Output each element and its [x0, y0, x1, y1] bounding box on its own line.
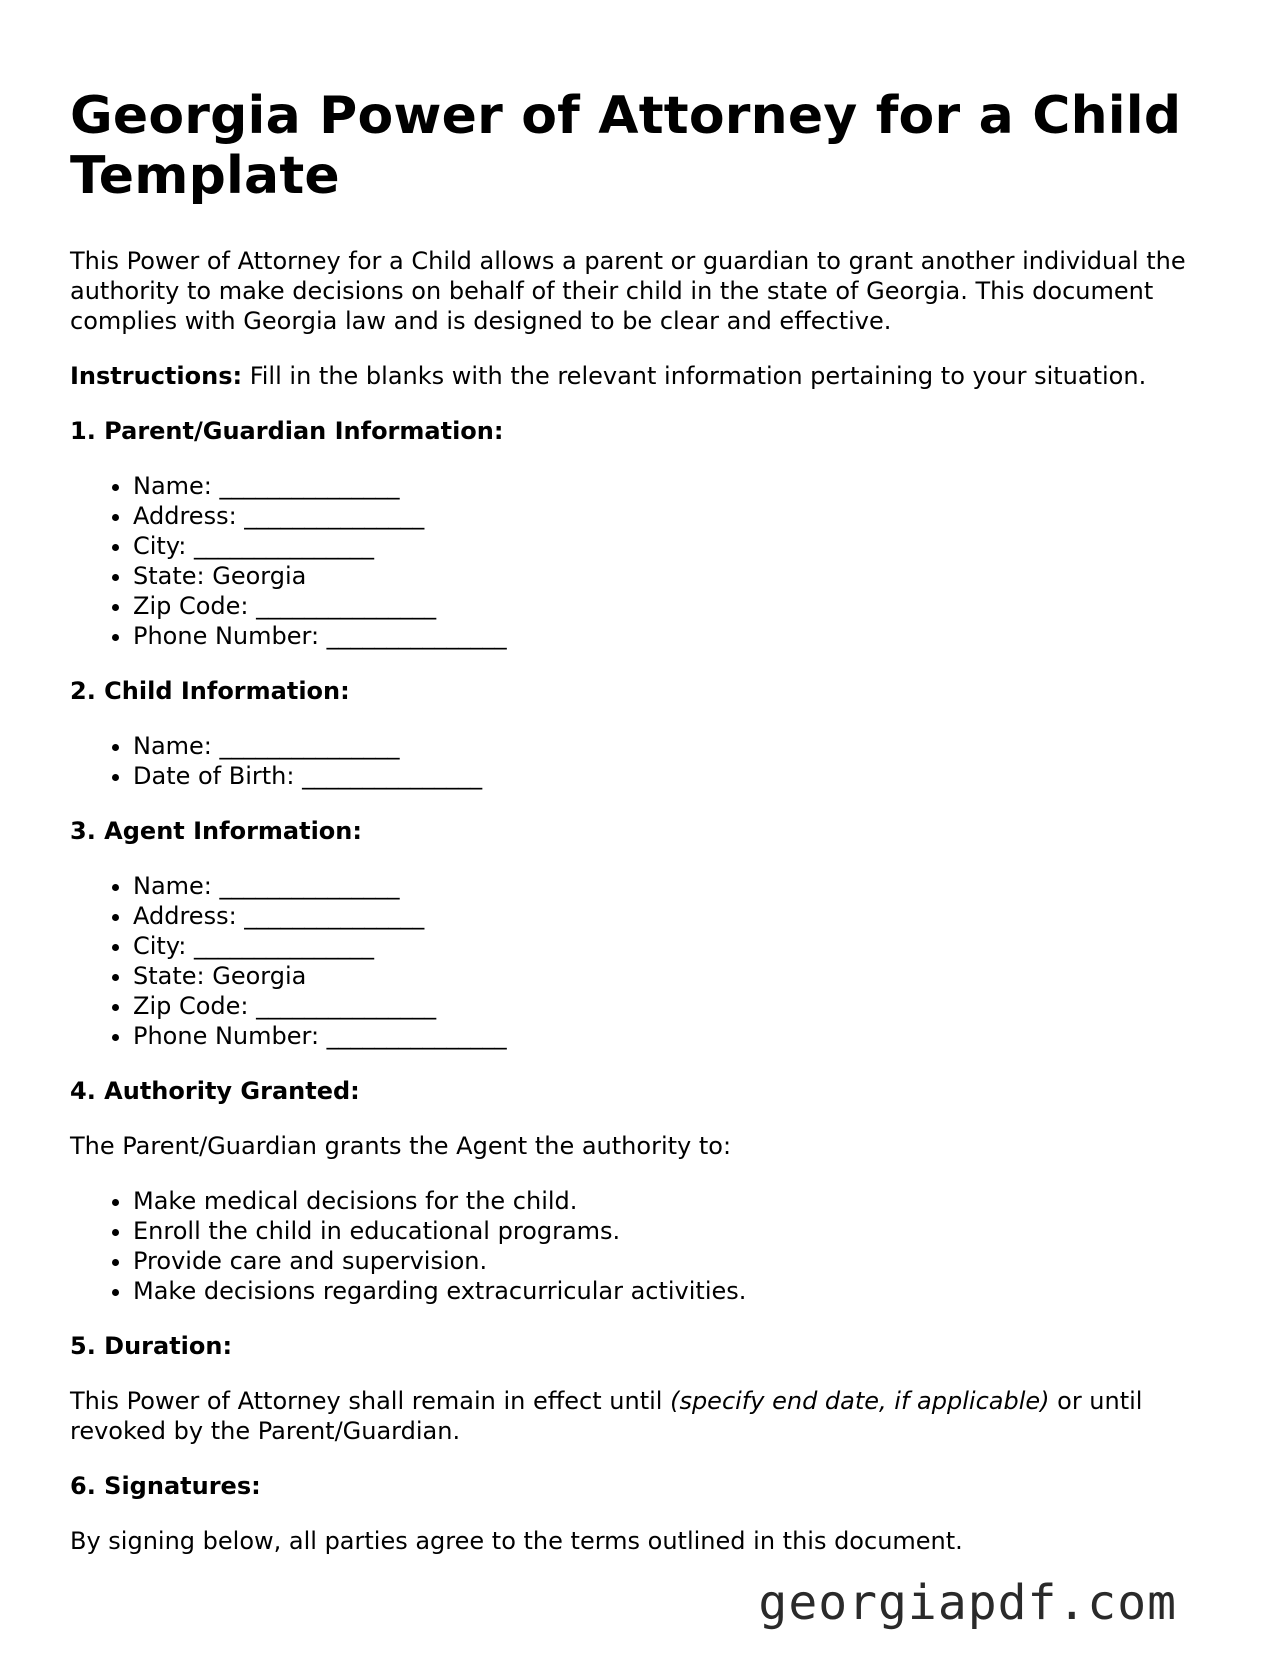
agent-zip-field: • Zip Code: _______________ — [133, 991, 1220, 1021]
parent-address-field: • Address: _______________ — [133, 501, 1220, 531]
parent-state-field: • State: Georgia — [133, 561, 1220, 591]
signatures-section-heading: 6. Signatures: — [70, 1472, 261, 1500]
duration-text-before: This Power of Attorney shall remain in effect until — [70, 1387, 671, 1415]
child-dob-field: • Date of Birth: _______________ — [133, 761, 1220, 791]
agent-address-field: • Address: _______________ — [133, 901, 1220, 931]
duration-paragraph — [70, 1386, 1220, 1446]
child-name-field: • Name: _______________ — [133, 731, 1220, 761]
agent-section-heading: 3. Agent Information: — [70, 817, 362, 845]
agent-city-field: • City: _______________ — [133, 931, 1220, 961]
authority-lead: The Parent/Guardian grants the Agent the authority to: — [70, 1132, 732, 1160]
authority-section-heading: 4. Authority Granted: — [70, 1077, 360, 1105]
agent-info-list — [70, 871, 1220, 1051]
parent-info-list — [70, 471, 1220, 651]
agent-name-field: • Name: _______________ — [133, 871, 1220, 901]
parent-city-field: • City: _______________ — [133, 531, 1220, 561]
authority-item: • Make decisions regarding extracurricular activities. — [133, 1276, 1220, 1306]
child-section-heading: 2. Child Information: — [70, 677, 350, 705]
parent-phone-field: • Phone Number: _______________ — [133, 621, 1220, 651]
parent-section-heading: 1. Parent/Guardian Information: — [70, 417, 504, 445]
authority-item: • Provide care and supervision. — [133, 1246, 1220, 1276]
parent-zip-field: • Zip Code: _______________ — [133, 591, 1220, 621]
signatures-paragraph: By signing below, all parties agree to the terms outlined in this document. — [70, 1527, 963, 1555]
intro-paragraph: This Power of Attorney for a Child allows a parent or guardian to grant another individual the authority to make decisions on behalf of their child in the state of Georgia. This document complies with Georgia law and is designed to be clear and effective. — [70, 247, 1186, 335]
document-page — [70, 86, 1220, 1581]
parent-name-field: • Name: _______________ — [133, 471, 1220, 501]
authority-item: • Enroll the child in educational programs. — [133, 1216, 1220, 1246]
instructions-text: Fill in the blanks with the relevant information pertaining to your situation. — [242, 362, 1147, 390]
document-title: Georgia Power of Attorney for a Child Template — [70, 86, 1182, 206]
agent-phone-field: • Phone Number: _______________ — [133, 1021, 1220, 1051]
duration-placeholder: (specify end date, if applicable) — [670, 1387, 1050, 1415]
authority-list — [70, 1186, 1220, 1306]
authority-item: • Make medical decisions for the child. — [133, 1186, 1220, 1216]
agent-state-field: • State: Georgia — [133, 961, 1220, 991]
child-info-list — [70, 731, 1220, 791]
instructions-paragraph — [70, 361, 1220, 391]
instructions-label: Instructions: — [70, 362, 243, 390]
watermark-logo: georgiapdf.com — [758, 1575, 1177, 1631]
duration-text-after: or until revoked by the Parent/Guardian. — [70, 1387, 1143, 1445]
duration-section-heading: 5. Duration: — [70, 1332, 233, 1360]
